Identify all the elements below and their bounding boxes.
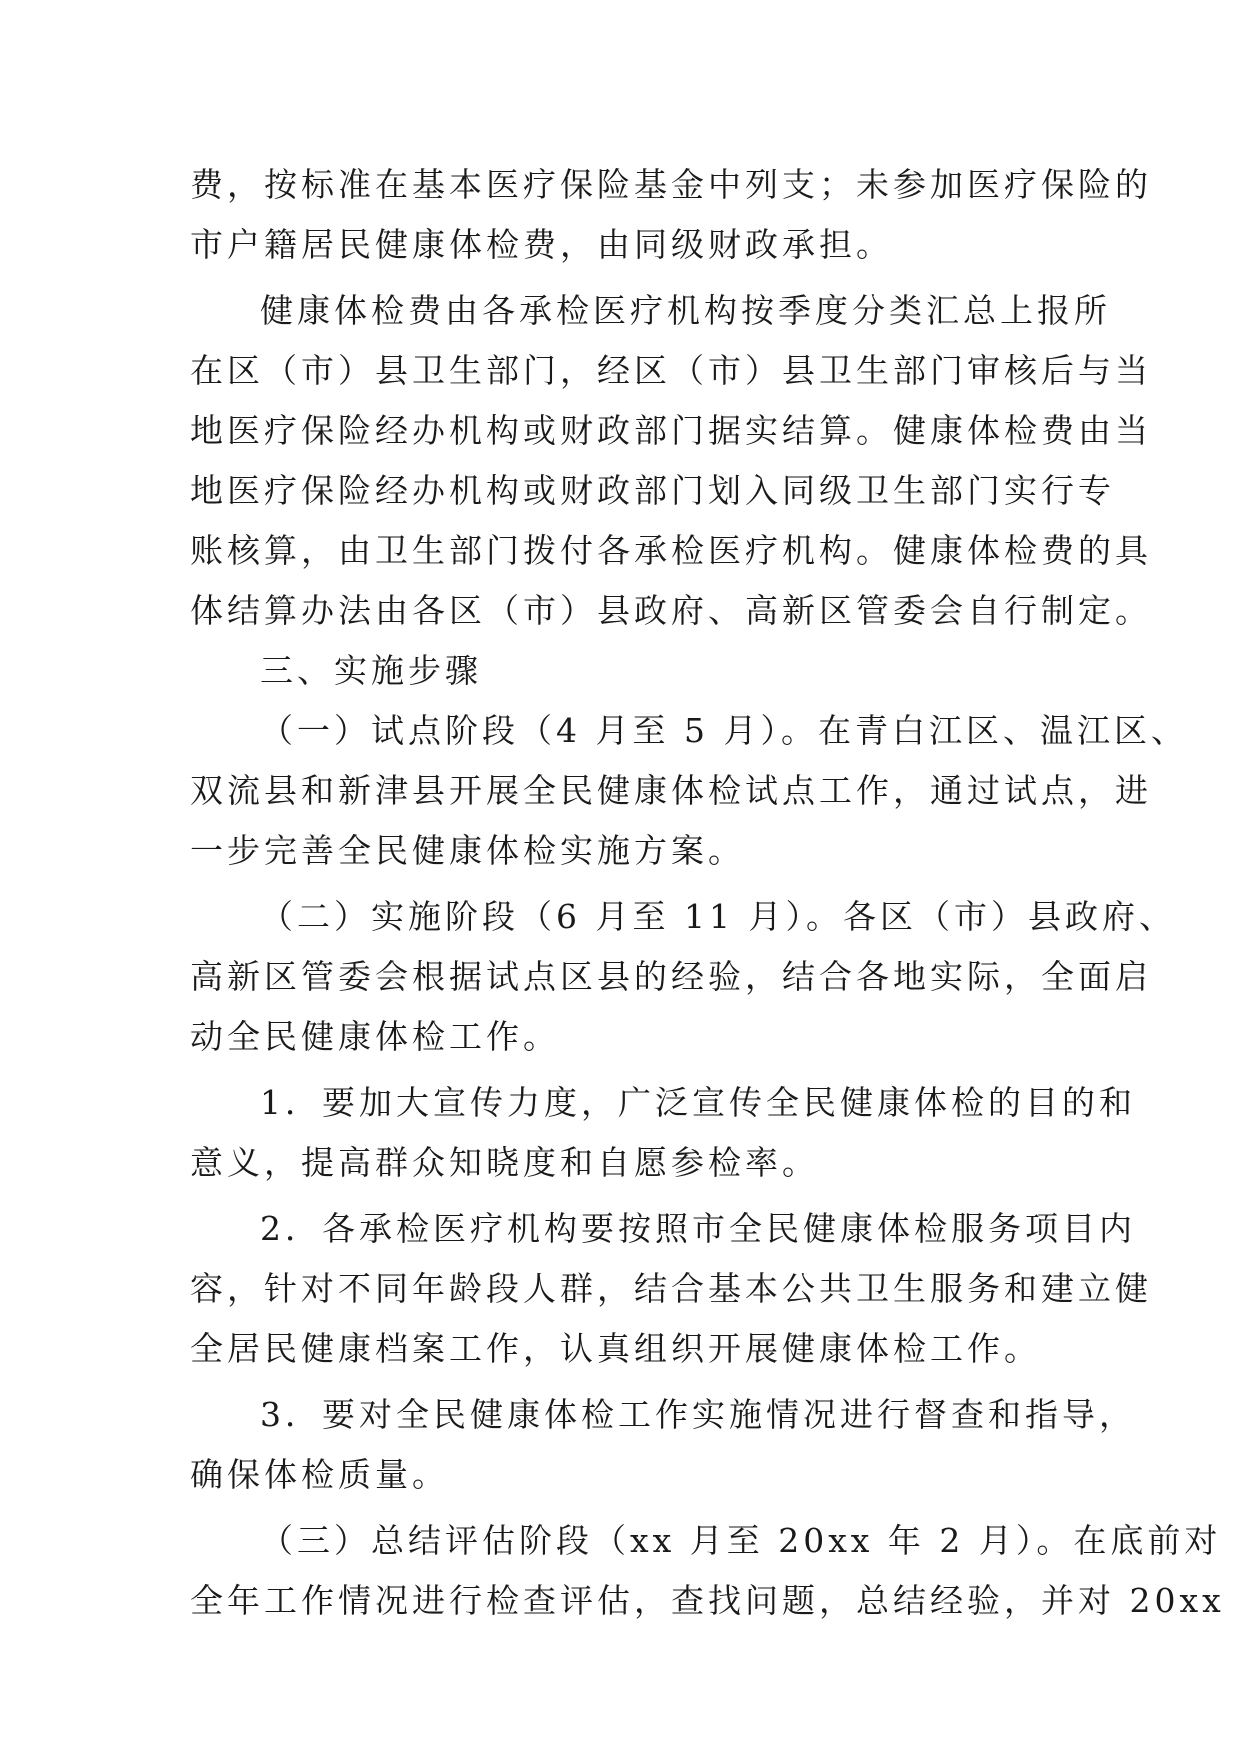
document-body [190, 155, 1225, 1631]
text-line: 动全民健康体检工作。 [190, 1017, 560, 1056]
list-item-line: 3．要对全民健康体检工作实施情况进行督查和指导， [260, 1395, 1136, 1434]
text-line: 确保体检质量。 [190, 1455, 449, 1494]
section-heading: 三、实施步骤 [260, 651, 482, 690]
paragraph-start-line: 健康体检费由各承检医疗机构按季度分类汇总上报所 [260, 291, 1111, 330]
text-line: 费，按标准在基本医疗保险基金中列支；未参加医疗保险的 [190, 165, 1152, 204]
text-line: 地医疗保险经办机构或财政部门据实结算。健康体检费由当 [190, 411, 1152, 450]
subsection-heading-line: （一）试点阶段（4 月至 5 月）。在青白江区、温江区、 [260, 711, 1188, 750]
text-line: 全居民健康档案工作，认真组织开展健康体检工作。 [190, 1329, 1041, 1368]
text-line: 在区（市）县卫生部门，经区（市）县卫生部门审核后与当 [190, 351, 1152, 390]
text-line: 市户籍居民健康体检费，由同级财政承担。 [190, 225, 893, 264]
subsection-heading-line: （二）实施阶段（6 月至 11 月）。各区（市）县政府、 [260, 897, 1176, 936]
text-line: 双流县和新津县开展全民健康体检试点工作，通过试点，进 [190, 771, 1152, 810]
text-line: 体结算办法由各区（市）县政府、高新区管委会自行制定。 [190, 591, 1152, 630]
text-line: 高新区管委会根据试点区县的经验，结合各地实际，全面启 [190, 957, 1152, 996]
text-line: 意义，提高群众知晓度和自愿参检率。 [190, 1143, 819, 1182]
subsection-heading-line: （三）总结评估阶段（xx 月至 20xx 年 2 月）。在底前对 [260, 1521, 1222, 1560]
text-line: 账核算，由卫生部门拨付各承检医疗机构。健康体检费的具 [190, 531, 1152, 570]
text-line: 全年工作情况进行检查评估，查找问题，总结经验，并对 20xx [190, 1581, 1225, 1620]
text-line: 一步完善全民健康体检实施方案。 [190, 831, 745, 870]
list-item-line: 1．要加大宣传力度，广泛宣传全民健康体检的目的和 [260, 1083, 1136, 1122]
text-line: 容，针对不同年龄段人群，结合基本公共卫生服务和建立健 [190, 1269, 1152, 1308]
list-item-line: 2．各承检医疗机构要按照市全民健康体检服务项目内 [260, 1209, 1136, 1248]
text-line: 地医疗保险经办机构或财政部门划入同级卫生部门实行专 [190, 471, 1115, 510]
